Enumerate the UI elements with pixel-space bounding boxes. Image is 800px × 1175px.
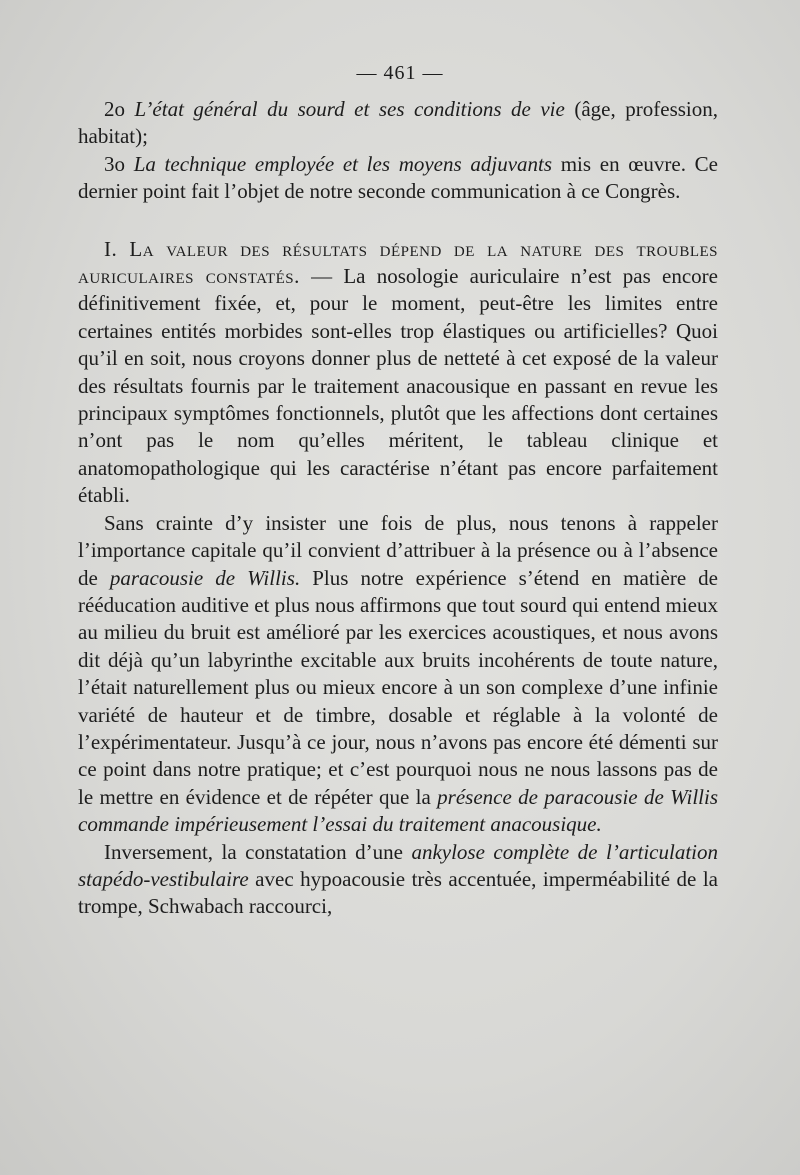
- item-number: 2o: [104, 97, 125, 121]
- emphasis-text: paracousie de Willis.: [109, 565, 301, 590]
- page-body: [78, 96, 718, 921]
- emphasis-text: présence de paracousie de Willis commande impérieusement l’essai du traitement anacousique.: [78, 784, 719, 837]
- paragraph-text: Sans crainte d’y insister une fois de plus, nous tenons à rappeler l’importance capitale qu’il convient d’attribuer à la présence ou à l’absence de: [78, 510, 718, 590]
- section-heading: I. La valeur des résultats dépend de la nature des troubles auriculaires constatés.: [78, 236, 718, 289]
- item-title: L’état général du sourd et ses conditions de vie: [134, 97, 565, 121]
- section-paragraph: [78, 236, 718, 510]
- paragraph-willis: [78, 510, 718, 839]
- paragraph-text: Plus notre expérience s’étend en matière de rééducation auditive et plus nous affirmons que tout sourd qui entend mieux au milieu du bruit est amélioré par les exercices acoustiques, et nous avons dit déjà qu’un labyrinthe excitable aux bruits incohérents de toute nature, l’était naturellement plus ou mieux encore à un son complexe d’une infinie variété de hauteur et de timbre, dosable et réglable à la volonté de l’expérimentateur. Jusqu’à ce jour, nous n’avons pas encore été démenti sur ce point dans notre pratique; et c’est pourquoi nous ne nous lassons pas de le mettre en évidence et de répéter que la: [78, 565, 718, 809]
- paragraph-text: Inversement, la constatation d’une: [104, 839, 412, 864]
- emphasis-text: ankylose complète de l’articulation stapédo-vestibulaire: [78, 839, 718, 891]
- item-text: (âge, profession, habitat);: [78, 97, 718, 149]
- list-item-2: [78, 96, 718, 151]
- list-item-3: [78, 151, 718, 206]
- paragraph-text: avec hypoacousie très accentuée, imperméabilité de la trompe, Schwabach raccourci,: [78, 866, 718, 919]
- item-title: La technique employée et les moyens adjuvants: [133, 151, 553, 176]
- item-text: mis en œuvre. Ce dernier point fait l’objet de notre seconde communication à ce Congrès.: [78, 151, 718, 204]
- section-text: — La nosologie auriculaire n’est pas encore définitivement fixée, et, pour le moment, peut-être les limites entre certaines entités morbides sont-elles trop élastiques ou artificielles? Quoi qu’il en soit, nous croyons donner plus de netteté à cet exposé de la valeur des résultats fournis par le traitement anacousique en passant en revue les principaux symptômes fonctionnels, plutôt que les affections dont certaines n’ont pas le nom qu’elles méritent, le tableau clinique et anatomopathologique qui les caractérise n’étant pas encore parfaitement établi.: [78, 264, 718, 508]
- page-number: — 461 —: [356, 62, 444, 84]
- paragraph-inverse: [78, 839, 718, 921]
- item-number: 3o: [104, 151, 125, 176]
